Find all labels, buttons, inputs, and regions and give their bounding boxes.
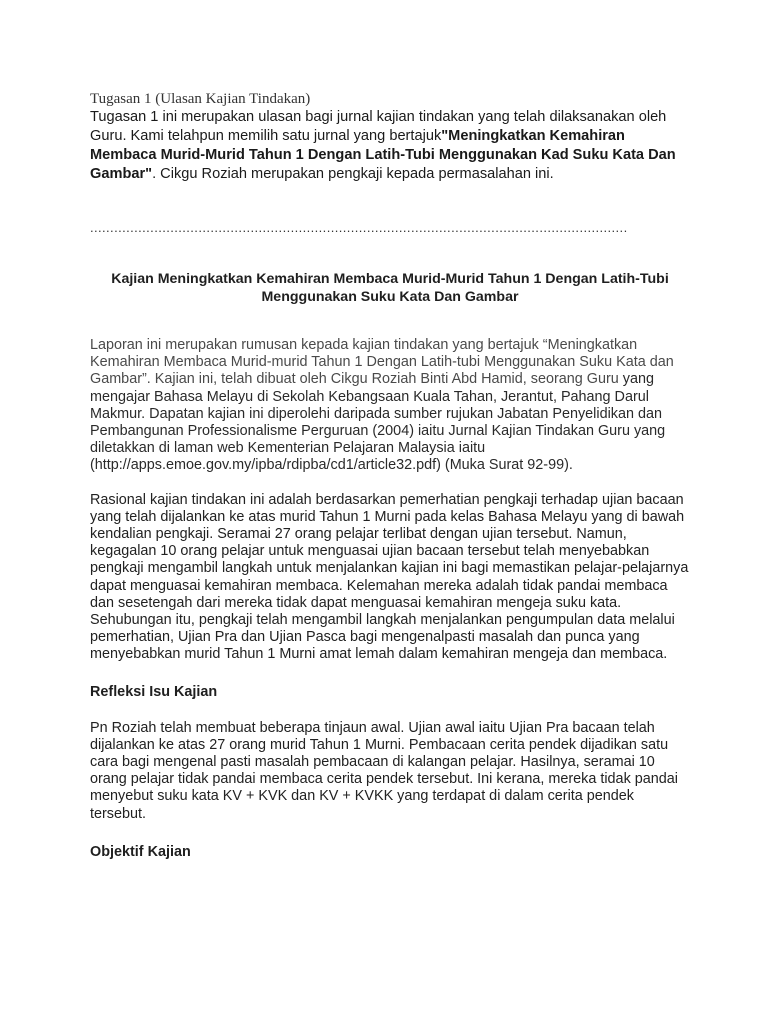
journal-title-bold: "Meningkatkan Kemahiran Membaca Murid-Murid Tahun 1 Dengan Latih-Tubi Menggunakan Kad Suku Kata Dan Gambar": [90, 128, 676, 182]
section-heading-objective: Objektif Kajian: [90, 843, 191, 860]
dotted-separator: ......................................................................................................................................: [90, 220, 628, 235]
paragraph-reflection: Pn Roziah telah membuat beberapa tinjaun awal. Ujian awal iaitu Ujian Pra bacaan telah dijalankan ke atas 27 orang murid Tahun 1 Murni. Pembacaan cerita pendek dijadikan satu cara bagi mengenal pasti masalah pembacaan di kalangan pelajar. Hasilnya, seramai 10 orang pelajar tidak pandai membaca cerita pendek tersebut. Ini kerana, mereka tidak pandai menyebut suku kata KV + KVK dan KV + KVKK yang terdapat di dalam cerita pendek tersebut.: [90, 719, 678, 822]
section-heading-reflection: Refleksi Isu Kajian: [90, 683, 218, 700]
paragraph-rationale: Rasional kajian tindakan ini adalah berdasarkan pemerhatian pengkaji terhadap ujian bacaan yang telah dijalankan ke atas murid Tahun 1 Murni pada kelas Bahasa Melayu yang di bawah kendalian pengkaji. Seramai 27 orang pelajar terlibat dengan ujian tersebut. Namun, kegagalan 10 orang pelajar untuk menguasai ujian bacaan tersebut telah menyebabkan pengkaji mengambil langkah untuk menjalankan kajian ini bagi memastikan pelajar-pelajarnya dapat menguasai kemahiran membaca. Kelemahan mereka adalah tidak pandai membaca dan sesetengah dari mereka tidak dapat menguasai kemahiran mengeja suku kata. Sehubungan itu, pengkaji telah mengambil langkah menjalankan pengumpulan data melalui pemerhatian, Ujian Pra dan Ujian Pasca bagi mengenalpasti masalah dan punca yang menyebabkan murid Tahun 1 Murni amat lemah dalam kemahiran mengeja dan membaca.: [90, 491, 689, 663]
summary-text-light: Laporan ini merupakan rumusan kepada kajian tindakan yang bertajuk “Meningkatkan Kemahiran Membaca Murid-murid Tahun 1 Dengan Latih-tubi Menggunakan Suku Kata dan Gambar”. Kajian ini, telah dibuat oleh Cikgu Roziah Binti Abd Hamid, seorang Guru: [90, 337, 674, 388]
document-page: [90, 90, 690, 860]
article-title: Kajian Meningkatkan Kemahiran Membaca Murid-Murid Tahun 1 Dengan Latih-Tubi Menggunakan Suku Kata Dan Gambar: [111, 271, 669, 305]
intro-text-end: . Cikgu Roziah merupakan pengkaji kepada permasalahan ini.: [152, 166, 554, 182]
intro-paragraph: [90, 108, 690, 184]
summary-text: yang mengajar Bahasa Melayu di Sekolah Kebangsaan Kuala Tahan, Jerantut, Pahang Darul Makmur. Dapatan kajian ini diperolehi daripada sumber rujukan Jabatan Penyelidikan dan Pembangunan Professionalisme Perguruan (2004) iaitu Jurnal Kajian Tindakan Guru yang diletakkan di laman web Kementerian Pelajaran Malaysia iaitu (http://apps.emoe.gov.my/ipba/rdipba/cd1/article32.pdf) (Muka Surat 92-99).: [90, 371, 666, 474]
assignment-heading: Tugasan 1 (Ulasan Kajian Tindakan): [90, 91, 311, 107]
paragraph-summary: [90, 337, 690, 475]
intro-text: Tugasan 1 ini merupakan ulasan bagi jurnal kajian tindakan yang telah dilaksanakan oleh Guru. Kami telahpun memilih satu jurnal yang bertajuk: [90, 109, 667, 144]
